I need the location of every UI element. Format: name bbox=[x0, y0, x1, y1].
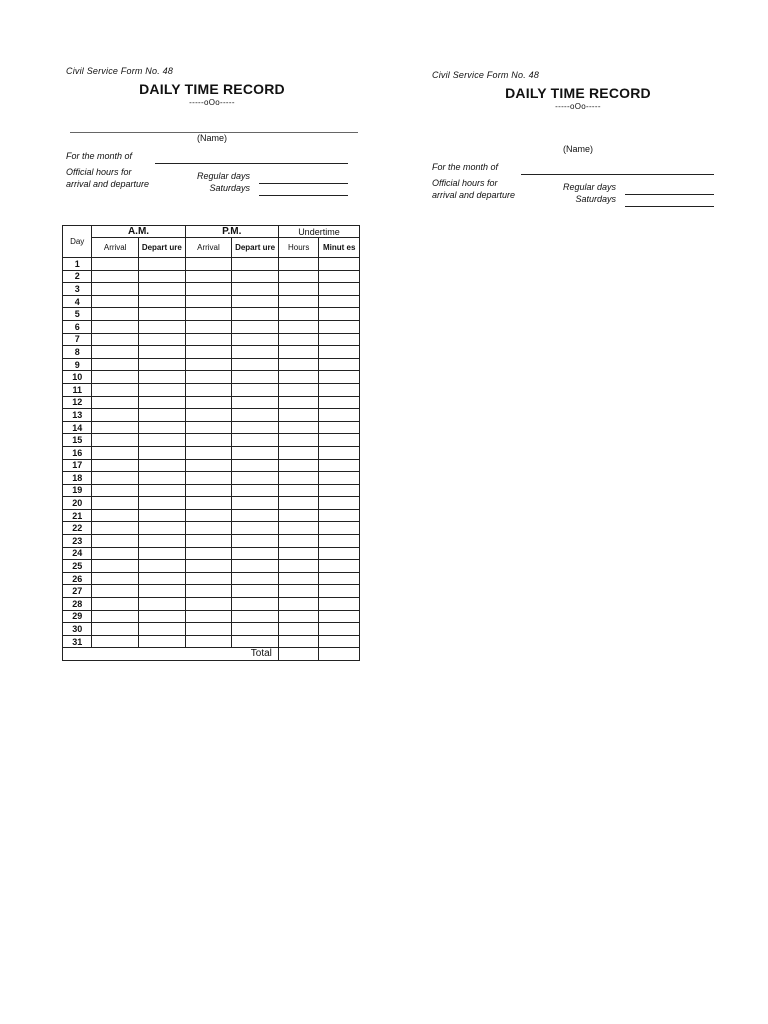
pm-arrival-cell[interactable] bbox=[185, 346, 232, 359]
table-row bbox=[63, 358, 360, 371]
pm-arrival-cell[interactable] bbox=[185, 459, 232, 472]
am-departure-cell[interactable] bbox=[139, 383, 186, 396]
day-number: 14 bbox=[63, 421, 92, 434]
table-row bbox=[63, 258, 360, 271]
undertime-hours-cell[interactable] bbox=[278, 434, 319, 447]
undertime-minutes-cell[interactable] bbox=[319, 383, 360, 396]
pm-arrival-cell[interactable] bbox=[185, 258, 232, 271]
day-number: 4 bbox=[63, 295, 92, 308]
pm-arrival-cell[interactable] bbox=[185, 308, 232, 321]
pm-departure-cell[interactable] bbox=[232, 383, 279, 396]
month-field[interactable] bbox=[521, 174, 714, 175]
am-departure-cell[interactable] bbox=[139, 446, 186, 459]
am-departure-cell[interactable] bbox=[139, 434, 186, 447]
am-arrival-cell[interactable] bbox=[92, 308, 139, 321]
am-departure-cell[interactable] bbox=[139, 585, 186, 598]
pm-departure-cell[interactable] bbox=[232, 535, 279, 548]
am-departure-cell[interactable] bbox=[139, 333, 186, 346]
pm-departure-cell[interactable] bbox=[232, 610, 279, 623]
pm-arrival-cell[interactable] bbox=[185, 270, 232, 283]
undertime-minutes-cell[interactable] bbox=[319, 459, 360, 472]
form-number: Civil Service Form No. 48 bbox=[66, 66, 174, 76]
am-arrival-cell[interactable] bbox=[92, 560, 139, 573]
am-arrival-cell[interactable] bbox=[92, 610, 139, 623]
am-departure-cell[interactable] bbox=[139, 623, 186, 636]
undertime-header: Undertime bbox=[278, 226, 359, 238]
am-departure-cell[interactable] bbox=[139, 635, 186, 648]
am-departure-cell[interactable] bbox=[139, 509, 186, 522]
pm-arrival-cell[interactable] bbox=[185, 509, 232, 522]
table-row bbox=[63, 421, 360, 434]
form-title: DAILY TIME RECORD bbox=[139, 81, 285, 97]
am-arrival-cell[interactable] bbox=[92, 635, 139, 648]
regular-days-label: Regular days bbox=[196, 171, 250, 181]
pm-departure-cell[interactable] bbox=[232, 270, 279, 283]
undertime-minutes-cell[interactable] bbox=[319, 258, 360, 271]
pm-departure-cell[interactable] bbox=[232, 396, 279, 409]
pm-departure-cell[interactable] bbox=[232, 472, 279, 485]
undertime-minutes-cell[interactable] bbox=[319, 598, 360, 611]
pm-departure-cell[interactable] bbox=[232, 308, 279, 321]
day-number: 23 bbox=[63, 535, 92, 548]
table-row bbox=[63, 283, 360, 296]
undertime-minutes-cell[interactable] bbox=[319, 522, 360, 535]
pm-arrival-cell[interactable] bbox=[185, 320, 232, 333]
pm-departure-cell[interactable] bbox=[232, 497, 279, 510]
am-departure-cell[interactable] bbox=[139, 522, 186, 535]
form-subtitle: -----oOo----- bbox=[555, 102, 601, 111]
am-departure-cell[interactable] bbox=[139, 497, 186, 510]
pm-arrival-cell[interactable] bbox=[185, 383, 232, 396]
table-row bbox=[63, 598, 360, 611]
saturdays-label: Saturdays bbox=[575, 194, 616, 204]
pm-arrival-cell[interactable] bbox=[185, 333, 232, 346]
undertime-hours-cell[interactable] bbox=[278, 308, 319, 321]
undertime-minutes-cell[interactable] bbox=[319, 446, 360, 459]
undertime-hours-cell[interactable] bbox=[278, 333, 319, 346]
am-departure-cell[interactable] bbox=[139, 346, 186, 359]
table-row bbox=[63, 497, 360, 510]
day-header: Day bbox=[63, 226, 92, 258]
am-arrival-cell[interactable] bbox=[92, 509, 139, 522]
pm-departure-cell[interactable] bbox=[232, 560, 279, 573]
table-row bbox=[63, 560, 360, 573]
pm-departure-cell[interactable] bbox=[232, 371, 279, 384]
undertime-hours-cell[interactable] bbox=[278, 547, 319, 560]
total-minutes-cell[interactable] bbox=[319, 648, 360, 661]
table-row bbox=[63, 346, 360, 359]
pm-departure-cell[interactable] bbox=[232, 358, 279, 371]
pm-departure-cell[interactable] bbox=[232, 346, 279, 359]
pm-arrival-cell[interactable] bbox=[185, 409, 232, 422]
pm-departure-cell[interactable] bbox=[232, 333, 279, 346]
table-row bbox=[63, 585, 360, 598]
am-departure-cell[interactable] bbox=[139, 320, 186, 333]
table-row bbox=[63, 308, 360, 321]
month-label: For the month of bbox=[432, 162, 499, 172]
am-arrival-cell[interactable] bbox=[92, 371, 139, 384]
table-row bbox=[63, 610, 360, 623]
am-departure-cell[interactable] bbox=[139, 472, 186, 485]
pm-departure-cell[interactable] bbox=[232, 522, 279, 535]
total-hours-cell[interactable] bbox=[278, 648, 319, 661]
official-hours-label-2: arrival and departure bbox=[66, 179, 150, 189]
day-number: 30 bbox=[63, 623, 92, 636]
pm-arrival-cell[interactable] bbox=[185, 371, 232, 384]
table-row bbox=[63, 383, 360, 396]
table-row bbox=[63, 409, 360, 422]
undertime-minutes-cell[interactable] bbox=[319, 346, 360, 359]
table-row bbox=[63, 396, 360, 409]
am-arrival-header: Arrival bbox=[92, 238, 139, 258]
undertime-hours-cell[interactable] bbox=[278, 383, 319, 396]
pm-departure-cell[interactable] bbox=[232, 585, 279, 598]
undertime-minutes-cell[interactable] bbox=[319, 484, 360, 497]
time-record-table bbox=[62, 225, 360, 661]
undertime-minutes-cell[interactable] bbox=[319, 610, 360, 623]
undertime-minutes-cell[interactable] bbox=[319, 623, 360, 636]
pm-arrival-cell[interactable] bbox=[185, 472, 232, 485]
am-arrival-cell[interactable] bbox=[92, 623, 139, 636]
pm-arrival-cell[interactable] bbox=[185, 610, 232, 623]
official-hours-label-2: arrival and departure bbox=[432, 190, 516, 200]
month-label: For the month of bbox=[66, 151, 133, 161]
undertime-minutes-cell[interactable] bbox=[319, 283, 360, 296]
undertime-minutes-cell[interactable] bbox=[319, 509, 360, 522]
undertime-minutes-cell[interactable] bbox=[319, 371, 360, 384]
undertime-hours-cell[interactable] bbox=[278, 522, 319, 535]
table-row bbox=[63, 472, 360, 485]
pm-arrival-cell[interactable] bbox=[185, 572, 232, 585]
undertime-hours-cell[interactable] bbox=[278, 295, 319, 308]
undertime-minutes-cell[interactable] bbox=[319, 572, 360, 585]
dtr-form-right bbox=[428, 70, 728, 206]
day-number: 5 bbox=[63, 308, 92, 321]
pm-departure-cell[interactable] bbox=[232, 446, 279, 459]
am-departure-cell[interactable] bbox=[139, 283, 186, 296]
am-departure-cell[interactable] bbox=[139, 484, 186, 497]
official-hours-block bbox=[62, 167, 362, 195]
table-row bbox=[63, 270, 360, 283]
am-departure-cell[interactable] bbox=[139, 258, 186, 271]
am-departure-header: Depart ure bbox=[139, 238, 186, 258]
day-number: 28 bbox=[63, 598, 92, 611]
pm-arrival-cell[interactable] bbox=[185, 598, 232, 611]
am-arrival-cell[interactable] bbox=[92, 434, 139, 447]
am-arrival-cell[interactable] bbox=[92, 270, 139, 283]
undertime-minutes-cell[interactable] bbox=[319, 535, 360, 548]
regular-days-field[interactable] bbox=[259, 183, 348, 184]
pm-departure-cell[interactable] bbox=[232, 434, 279, 447]
am-arrival-cell[interactable] bbox=[92, 283, 139, 296]
am-departure-cell[interactable] bbox=[139, 358, 186, 371]
table-row bbox=[63, 635, 360, 648]
am-arrival-cell[interactable] bbox=[92, 572, 139, 585]
table-row bbox=[63, 535, 360, 548]
pm-arrival-cell[interactable] bbox=[185, 283, 232, 296]
pm-departure-cell[interactable] bbox=[232, 484, 279, 497]
day-number: 11 bbox=[63, 383, 92, 396]
table-row bbox=[63, 623, 360, 636]
undertime-hours-cell[interactable] bbox=[278, 572, 319, 585]
am-arrival-cell[interactable] bbox=[92, 535, 139, 548]
pm-departure-cell[interactable] bbox=[232, 547, 279, 560]
day-number: 19 bbox=[63, 484, 92, 497]
pm-arrival-cell[interactable] bbox=[185, 358, 232, 371]
am-departure-cell[interactable] bbox=[139, 295, 186, 308]
undertime-minutes-cell[interactable] bbox=[319, 421, 360, 434]
day-number: 27 bbox=[63, 585, 92, 598]
am-departure-cell[interactable] bbox=[139, 396, 186, 409]
pm-arrival-cell[interactable] bbox=[185, 635, 232, 648]
undertime-minutes-cell[interactable] bbox=[319, 409, 360, 422]
undertime-hours-cell[interactable] bbox=[278, 459, 319, 472]
am-arrival-cell[interactable] bbox=[92, 320, 139, 333]
pm-departure-cell[interactable] bbox=[232, 421, 279, 434]
undertime-hours-cell[interactable] bbox=[278, 610, 319, 623]
day-number: 25 bbox=[63, 560, 92, 573]
undertime-hours-cell[interactable] bbox=[278, 623, 319, 636]
pm-departure-cell[interactable] bbox=[232, 409, 279, 422]
am-departure-cell[interactable] bbox=[139, 421, 186, 434]
day-number: 12 bbox=[63, 396, 92, 409]
undertime-hours-cell[interactable] bbox=[278, 484, 319, 497]
day-number: 15 bbox=[63, 434, 92, 447]
pm-departure-cell[interactable] bbox=[232, 598, 279, 611]
minutes-header: Minut es bbox=[319, 238, 360, 258]
undertime-hours-cell[interactable] bbox=[278, 396, 319, 409]
pm-departure-cell[interactable] bbox=[232, 295, 279, 308]
am-departure-cell[interactable] bbox=[139, 598, 186, 611]
day-number: 18 bbox=[63, 472, 92, 485]
undertime-hours-cell[interactable] bbox=[278, 358, 319, 371]
table-row bbox=[63, 371, 360, 384]
pm-arrival-cell[interactable] bbox=[185, 497, 232, 510]
pm-arrival-cell[interactable] bbox=[185, 446, 232, 459]
pm-arrival-cell[interactable] bbox=[185, 484, 232, 497]
am-arrival-cell[interactable] bbox=[92, 484, 139, 497]
undertime-hours-cell[interactable] bbox=[278, 509, 319, 522]
am-arrival-cell[interactable] bbox=[92, 295, 139, 308]
day-number: 16 bbox=[63, 446, 92, 459]
table-row bbox=[63, 509, 360, 522]
table-row bbox=[63, 459, 360, 472]
undertime-hours-cell[interactable] bbox=[278, 472, 319, 485]
table-row bbox=[63, 320, 360, 333]
undertime-hours-cell[interactable] bbox=[278, 497, 319, 510]
saturdays-label: Saturdays bbox=[209, 183, 250, 193]
form-subtitle: -----oOo----- bbox=[189, 98, 235, 107]
undertime-minutes-cell[interactable] bbox=[319, 560, 360, 573]
undertime-hours-cell[interactable] bbox=[278, 446, 319, 459]
undertime-hours-cell[interactable] bbox=[278, 560, 319, 573]
pm-departure-cell[interactable] bbox=[232, 635, 279, 648]
table-row bbox=[63, 434, 360, 447]
saturdays-field[interactable] bbox=[625, 206, 714, 207]
pm-departure-cell[interactable] bbox=[232, 623, 279, 636]
undertime-hours-cell[interactable] bbox=[278, 270, 319, 283]
official-hours-label: Official hours for bbox=[432, 178, 498, 188]
am-departure-cell[interactable] bbox=[139, 535, 186, 548]
undertime-minutes-cell[interactable] bbox=[319, 585, 360, 598]
day-number: 6 bbox=[63, 320, 92, 333]
form-number: Civil Service Form No. 48 bbox=[432, 70, 540, 80]
am-departure-cell[interactable] bbox=[139, 560, 186, 573]
day-number: 1 bbox=[63, 258, 92, 271]
am-departure-cell[interactable] bbox=[139, 610, 186, 623]
table-row bbox=[63, 484, 360, 497]
regular-days-label: Regular days bbox=[562, 182, 616, 192]
month-field[interactable] bbox=[155, 163, 348, 164]
pm-arrival-cell[interactable] bbox=[185, 522, 232, 535]
day-number: 9 bbox=[63, 358, 92, 371]
am-departure-cell[interactable] bbox=[139, 270, 186, 283]
table-row bbox=[63, 446, 360, 459]
undertime-hours-cell[interactable] bbox=[278, 635, 319, 648]
pm-arrival-cell[interactable] bbox=[185, 434, 232, 447]
pm-arrival-cell[interactable] bbox=[185, 396, 232, 409]
name-label: (Name) bbox=[196, 133, 227, 143]
pm-header: P.M. bbox=[185, 226, 278, 238]
am-arrival-cell[interactable] bbox=[92, 333, 139, 346]
official-hours-label: Official hours for bbox=[66, 167, 132, 177]
undertime-hours-cell[interactable] bbox=[278, 535, 319, 548]
undertime-minutes-cell[interactable] bbox=[319, 295, 360, 308]
am-departure-cell[interactable] bbox=[139, 371, 186, 384]
day-number: 31 bbox=[63, 635, 92, 648]
am-arrival-cell[interactable] bbox=[92, 522, 139, 535]
month-row bbox=[428, 162, 728, 175]
pm-arrival-cell[interactable] bbox=[185, 547, 232, 560]
day-number: 3 bbox=[63, 283, 92, 296]
pm-departure-cell[interactable] bbox=[232, 283, 279, 296]
month-row bbox=[62, 151, 362, 164]
pm-arrival-cell[interactable] bbox=[185, 535, 232, 548]
day-number: 20 bbox=[63, 497, 92, 510]
am-arrival-cell[interactable] bbox=[92, 598, 139, 611]
pm-departure-cell[interactable] bbox=[232, 572, 279, 585]
undertime-minutes-cell[interactable] bbox=[319, 358, 360, 371]
day-number: 17 bbox=[63, 459, 92, 472]
undertime-minutes-cell[interactable] bbox=[319, 320, 360, 333]
am-header: A.M. bbox=[92, 226, 185, 238]
am-arrival-cell[interactable] bbox=[92, 258, 139, 271]
am-arrival-cell[interactable] bbox=[92, 585, 139, 598]
undertime-hours-cell[interactable] bbox=[278, 320, 319, 333]
am-arrival-cell[interactable] bbox=[92, 346, 139, 359]
am-departure-cell[interactable] bbox=[139, 308, 186, 321]
undertime-hours-cell[interactable] bbox=[278, 258, 319, 271]
official-hours-block bbox=[428, 178, 728, 206]
undertime-hours-cell[interactable] bbox=[278, 346, 319, 359]
day-number: 21 bbox=[63, 509, 92, 522]
pm-departure-header: Depart ure bbox=[232, 238, 279, 258]
am-arrival-cell[interactable] bbox=[92, 358, 139, 371]
day-number: 7 bbox=[63, 333, 92, 346]
pm-departure-cell[interactable] bbox=[232, 320, 279, 333]
undertime-minutes-cell[interactable] bbox=[319, 472, 360, 485]
undertime-minutes-cell[interactable] bbox=[319, 434, 360, 447]
day-number: 2 bbox=[63, 270, 92, 283]
undertime-hours-cell[interactable] bbox=[278, 371, 319, 384]
table-row bbox=[63, 333, 360, 346]
day-number: 13 bbox=[63, 409, 92, 422]
table-row bbox=[63, 295, 360, 308]
am-arrival-cell[interactable] bbox=[92, 421, 139, 434]
am-departure-cell[interactable] bbox=[139, 547, 186, 560]
am-departure-cell[interactable] bbox=[139, 459, 186, 472]
undertime-hours-cell[interactable] bbox=[278, 283, 319, 296]
undertime-minutes-cell[interactable] bbox=[319, 396, 360, 409]
day-number: 29 bbox=[63, 610, 92, 623]
am-arrival-cell[interactable] bbox=[92, 396, 139, 409]
undertime-minutes-cell[interactable] bbox=[319, 333, 360, 346]
am-arrival-cell[interactable] bbox=[92, 497, 139, 510]
undertime-hours-cell[interactable] bbox=[278, 409, 319, 422]
am-departure-cell[interactable] bbox=[139, 409, 186, 422]
day-number: 8 bbox=[63, 346, 92, 359]
am-arrival-cell[interactable] bbox=[92, 446, 139, 459]
undertime-minutes-cell[interactable] bbox=[319, 270, 360, 283]
pm-departure-cell[interactable] bbox=[232, 258, 279, 271]
undertime-hours-cell[interactable] bbox=[278, 585, 319, 598]
pm-arrival-cell[interactable] bbox=[185, 623, 232, 636]
name-label: (Name) bbox=[562, 144, 593, 154]
total-label: Total bbox=[63, 648, 279, 661]
table-row bbox=[63, 522, 360, 535]
am-arrival-cell[interactable] bbox=[92, 409, 139, 422]
pm-arrival-cell[interactable] bbox=[185, 560, 232, 573]
am-arrival-cell[interactable] bbox=[92, 383, 139, 396]
day-number: 10 bbox=[63, 371, 92, 384]
pm-arrival-cell[interactable] bbox=[185, 295, 232, 308]
pm-arrival-cell[interactable] bbox=[185, 421, 232, 434]
am-arrival-cell[interactable] bbox=[92, 459, 139, 472]
table-row bbox=[63, 547, 360, 560]
pm-departure-cell[interactable] bbox=[232, 509, 279, 522]
undertime-hours-cell[interactable] bbox=[278, 421, 319, 434]
undertime-minutes-cell[interactable] bbox=[319, 635, 360, 648]
pm-arrival-header: Arrival bbox=[185, 238, 232, 258]
regular-days-field[interactable] bbox=[625, 194, 714, 195]
hours-header: Hours bbox=[278, 238, 319, 258]
table-row bbox=[63, 572, 360, 585]
undertime-minutes-cell[interactable] bbox=[319, 308, 360, 321]
undertime-minutes-cell[interactable] bbox=[319, 547, 360, 560]
day-number: 24 bbox=[63, 547, 92, 560]
saturdays-field[interactable] bbox=[259, 195, 348, 196]
pm-departure-cell[interactable] bbox=[232, 459, 279, 472]
day-number: 22 bbox=[63, 522, 92, 535]
dtr-form-left bbox=[62, 66, 362, 195]
undertime-hours-cell[interactable] bbox=[278, 598, 319, 611]
am-arrival-cell[interactable] bbox=[92, 472, 139, 485]
day-number: 26 bbox=[63, 572, 92, 585]
am-arrival-cell[interactable] bbox=[92, 547, 139, 560]
form-title: DAILY TIME RECORD bbox=[505, 85, 651, 101]
undertime-minutes-cell[interactable] bbox=[319, 497, 360, 510]
am-departure-cell[interactable] bbox=[139, 572, 186, 585]
pm-arrival-cell[interactable] bbox=[185, 585, 232, 598]
